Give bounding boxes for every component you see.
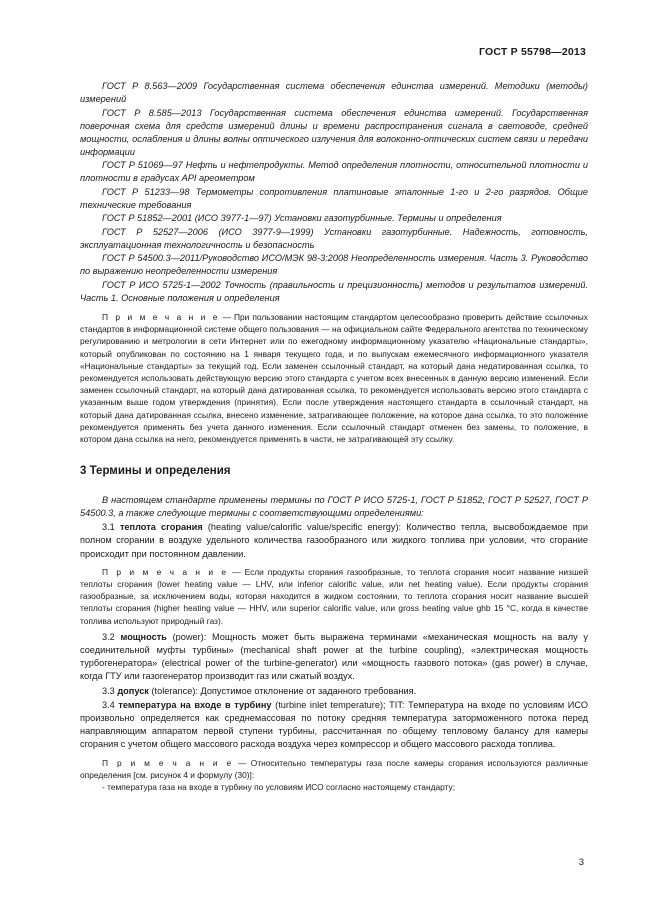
reference-item: ГОСТ Р 8.585—2013 Государственная система обеспечения единства измерений. Государственная поверочная схема для средств измерений длины и времени распространения сигнала в световоде, средней мощности, ослабления и длины волны оптического излучения для волоконно-оптических систем связи и передачи информации (80, 107, 588, 157)
section-heading: 3 Термины и определения (80, 465, 231, 478)
section-intro: В настоящем стандарте применены термины по ГОСТ Р ИСО 5725-1, ГОСТ Р 51852, ГОСТ Р 52527, ГОСТ Р 54500.3, а также следующие термины с соответствующими определениями: (80, 495, 588, 519)
page-content (80, 80, 588, 793)
term-number: 3.3 (102, 685, 118, 696)
term-name: температура на входе в турбину (118, 699, 272, 710)
term-3-2 (80, 631, 588, 684)
note-label: П р и м е ч а н и е (102, 566, 229, 577)
term-definition: (power): Мощность может быть выражена терминами «механическая мощность на валу у соединительной муфты турбины» (mechanical shaft power at the turbine coupling), «электрическая мощность турбогенератора» (electrical power of the turbine-generator) или «мощность газового потока» (gas power) в случае, когда ГТУ или газогенератор производит газ или сжатый воздух. (80, 631, 589, 682)
term-definition: (heating value/calorific value/specific energy): Количество тепла, высвобождаемое при полном сгорании в воздухе удельного количества газообразного или жидкого топлива при условии, что сгорание происходит при постоянном давлении. (80, 522, 588, 559)
standard-code: ГОСТ Р 55798—2013 (478, 46, 586, 58)
term-3-1-note (80, 566, 588, 627)
term-definition: (tolerance): Допустимое отклонение от заданного требования. (148, 685, 417, 696)
term-number: 3.1 (102, 522, 120, 533)
term-3-4 (80, 699, 588, 752)
note-text: — Если продукты сгорания газообразные, то теплота сгорания носит название низшей теплоты сгорания (lower heating value — LHV, или inferior calorific value, или net heating value). Если продукты сгорания газообразные, за исключением воды, которая находится в жидком состоянии, то теплота сгорания носит название высшей теплоты сгорания (higher heating value — HHV, или superior calorific value, или gross heating value ghb 15 °C, когда в качестве топлива используют природный газ). (80, 566, 588, 626)
term-name: допуск (117, 685, 149, 696)
normative-references-list (80, 80, 588, 305)
note-label: П р и м е ч а н и е (102, 312, 220, 322)
references-note (80, 311, 588, 445)
term-name: теплота сгорания (119, 522, 203, 533)
term-number: 3.2 (102, 631, 121, 642)
reference-item: ГОСТ Р 51069—97 Нефть и нефтепродукты. Метод определения плотности, относительной плотности и плотности в градусах API ареометром (80, 160, 588, 183)
reference-item: ГОСТ Р 51233—98 Термометры сопротивления платиновые эталонные 1-го и 2-го разрядов. Общие технические требования (80, 186, 588, 210)
term-3-1 (80, 521, 588, 561)
term-3-4-note (80, 757, 588, 781)
note-text: — При пользовании настоящим стандартом целесообразно проверить действие ссылочных стандартов в информационной системе общего пользования — на официальном сайте Федерального агентства по техническому регулированию и метрологии в сети Интернет или по ежегодному информационному указателю «Национальные стандарты», который опубликован по состоянию на 1 января текущего года, и по выпускам ежемесячного информационного указателя «Национальные стандарты» за текущий год. Если заменен ссылочный стандарт, на который дана недатированная ссылка, то рекомендуется использовать действующую версию этого стандарта с учетом всех внесенных в данную версию изменений. Если заменен ссылочный стандарт, на который дана датированная ссылка, то рекомендуется использовать версию этого стандарта с указанным выше годом утверждения (принятия). Если после утверждения настоящего стандарта в ссылочный стандарт, на который дана датированная ссылка, внесено изменение, затрагивающее положение, на которое дана ссылка, то это положение рекомендуется применять без учета данного изменения. Если ссылочный стандарт отменен без замены, то положение, в котором дана ссылка на него, рекомендуется применять в части, не затрагивающей эту ссылку. (80, 312, 588, 445)
term-definition: (turbine inlet temperature); TIT: Температура на входе по условиям ИСО произвольно определяется как среднемассовая по потоку средняя температура заторможенного потока перед направляющим аппаратом первой ступени турбины, рассчитанная по общему тепловому балансу для камеры сгорания с учетом общего массового расхода воздуха через компрессор и общего массового расхода топлива. (80, 699, 588, 750)
note-text: — Относительно температуры газа после камеры сгорания используются различные определения [см. рисунок 4 и формулу (30)]: (80, 757, 589, 780)
note-label: П р и м е ч а н и е (102, 757, 234, 768)
term-3-3 (80, 685, 588, 698)
reference-item: ГОСТ Р 8.563—2009 Государственная система обеспечения единства измерений. Методики (методы) измерений (80, 81, 588, 104)
term-name: мощность (120, 631, 167, 642)
reference-item: ГОСТ Р 54500.3—2011/Руководство ИСО/МЭК 98-3:2008 Неопределенность измерения. Часть 3. Руководство по выражению неопределенности измерения (80, 253, 588, 276)
reference-item: ГОСТ Р ИСО 5725-1—2002 Точность (правильность и прецизионность) методов и результатов измерений. Часть 1. Основные положения и определения (80, 279, 588, 303)
reference-item: ГОСТ Р 52527—2006 (ИСО 3977-9—1999) Установки газотурбинные. Надежность, готовность, эксплуатационная технологичность и безопасность (80, 226, 588, 250)
reference-item: ГОСТ Р 51852—2001 (ИСО 3977-1—97) Установки газотурбинные. Термины и определения (102, 213, 502, 223)
page-number: 3 (578, 857, 584, 868)
term-3-4-bullet: - температура газа на входе в турбину по условиям ИСО согласно настоящему стандарту; (102, 782, 456, 793)
term-number: 3.4 (102, 699, 119, 710)
